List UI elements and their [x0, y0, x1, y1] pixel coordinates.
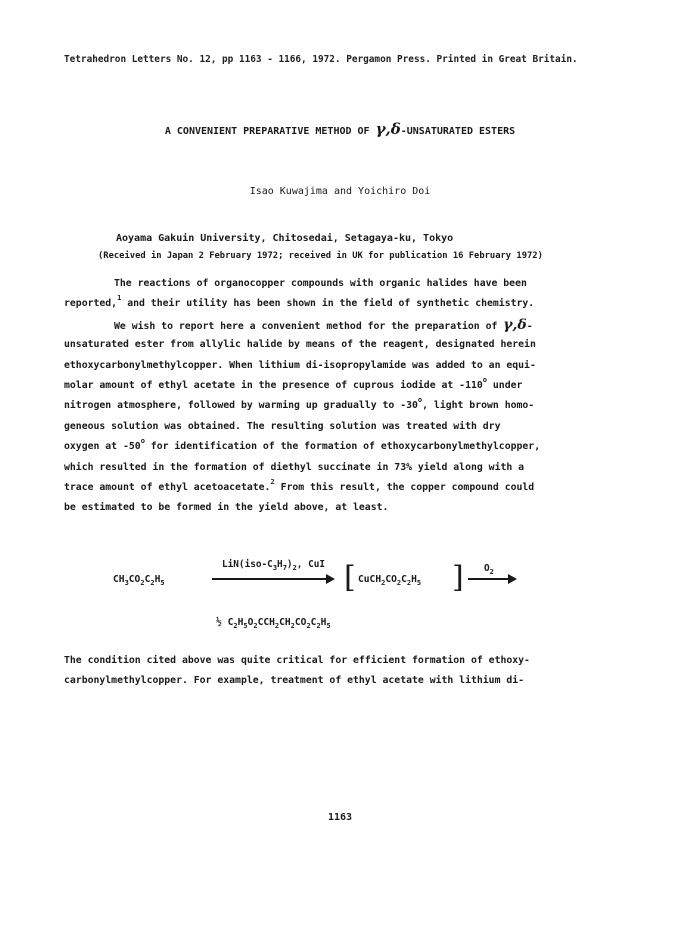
p2-line1: [64, 315, 624, 335]
p1-line2: [64, 294, 624, 314]
reaction-arrow-2: [468, 578, 512, 580]
product-coefficient: ½: [216, 617, 222, 628]
p2-line8: which resulted in the formation of diethyl succinate in 73% yield along with a: [64, 461, 525, 473]
authors: Isao Kuwajima and Yoichiro Doi: [249, 186, 431, 197]
intermediate-text: $CuCH_2CO_2C_2H_5$: [358, 574, 422, 587]
p1-line2-a: reported,: [64, 298, 118, 310]
received-dates: (Received in Japan 2 February 1972; received in UK for publication 16 February 1972): [98, 251, 543, 261]
degree-sup-3: o: [140, 437, 145, 446]
p2-line9-b: From this result, the copper compound could: [274, 481, 535, 493]
p2-line7-b: for identification of the formation of ethoxycarbonylmethylcopper,: [144, 441, 541, 453]
product-text: $C_2H_5O_2CCH_2CH_2CO_2C_2H_5$: [227, 617, 331, 630]
page-number: 1163: [327, 812, 353, 823]
p2-line3: ethoxycarbonylmethylcopper. When lithium di-isopropylamide was added to an equi-: [64, 359, 536, 371]
p2-line7: [64, 437, 624, 457]
oxidant-text: $O_2$: [484, 563, 494, 576]
p2-line5-b: , light brown homo-: [422, 400, 535, 412]
p2-line9: [64, 478, 624, 498]
left-bracket: [: [344, 560, 356, 595]
reagents-text: $LiN(iso-C_3H_7)_2$, CuI: [222, 559, 326, 572]
scheme-reactant: [113, 574, 165, 585]
p2-line4-a: molar amount of ethyl acetate in the presence of cuprous iodide at -110: [64, 379, 483, 391]
title-suffix: -UNSATURATED ESTERS: [400, 126, 516, 137]
scheme-oxidant: [484, 563, 494, 574]
paragraph-3: [64, 651, 624, 691]
scheme-product: [216, 617, 331, 628]
reactant-text: $CH_3CO_2C_2H_5$: [113, 574, 165, 587]
p2-greek: γ,δ: [503, 316, 527, 333]
footnote-ref-2: 2: [270, 477, 275, 486]
p3-line1: The condition cited above was quite critical for efficient formation of ethoxy-: [64, 655, 530, 666]
p3-line2: carbonylmethylcopper. For example, treatment of ethyl acetate with lithium di-: [64, 675, 525, 686]
scheme-intermediate: [358, 574, 421, 585]
title-greek: γ,δ: [375, 120, 401, 138]
reaction-arrowhead-1: [326, 574, 335, 584]
p2-line2: unsaturated ester from allylic halide by means of the reagent, designated herein: [64, 339, 536, 351]
journal-header: Tetrahedron Letters No. 12, pp 1163 - 1166, 1972. Pergamon Press. Printed in Great Britain.: [64, 54, 578, 65]
affiliation: Aoyama Gakuin University, Chitosedai, Setagaya-ku, Tokyo: [116, 233, 454, 244]
body-paragraphs: [64, 274, 624, 519]
degree-sup-1: o: [482, 375, 487, 384]
p2-line4: [64, 376, 624, 396]
p1-line2-b: and their utility has been shown in the field of synthetic chemistry.: [121, 298, 535, 310]
reaction-arrowhead-2: [508, 574, 517, 584]
reaction-arrow-1: [212, 578, 332, 580]
p2-line4-b: under: [487, 379, 523, 391]
paper-title: [0, 120, 680, 138]
p2-line1-a: We wish to report here a convenient method for the preparation of: [114, 320, 504, 332]
p1-line1: The reactions of organocopper compounds with organic halides have been: [114, 278, 527, 289]
right-bracket: ]: [452, 560, 464, 595]
footnote-ref-1: 1: [117, 294, 122, 303]
p2-line6: geneous solution was obtained. The resulting solution was treated with dry: [64, 420, 501, 432]
p2-line9-a: trace amount of ethyl acetoacetate.: [64, 481, 271, 493]
scheme-reagents: [222, 559, 325, 570]
p2-line10: be estimated to be formed in the yield above, at least.: [64, 502, 389, 514]
p2-line5: [64, 396, 624, 416]
p2-line7-a: oxygen at -50: [64, 441, 141, 453]
p2-line5-a: nitrogen atmosphere, followed by warming up gradually to -30: [64, 400, 418, 412]
p2-line1-b: -: [526, 320, 533, 332]
degree-sup-2: o: [417, 396, 423, 405]
title-prefix: A CONVENIENT PREPARATIVE METHOD OF: [164, 126, 376, 137]
